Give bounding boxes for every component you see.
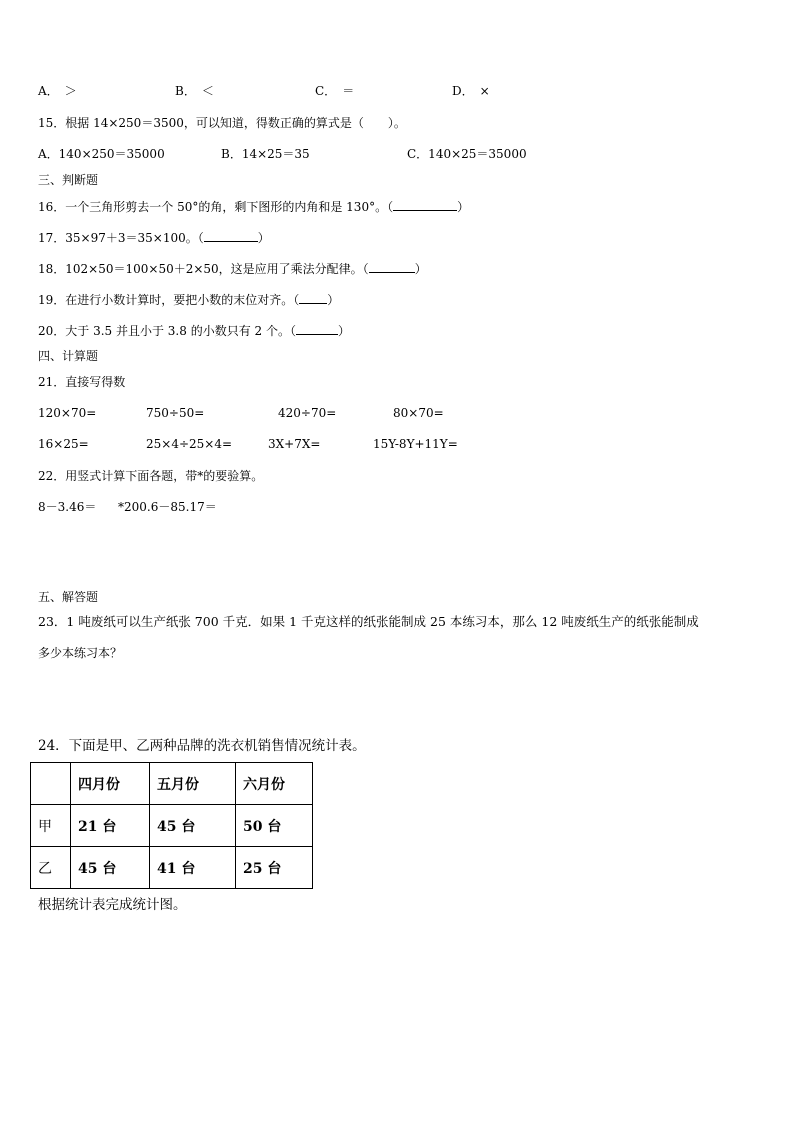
q15-option-a: A．140×250＝35000 [38, 147, 165, 161]
q22-title: 22．用竖式计算下面各题，带*的要验算。 [38, 469, 264, 483]
q15-stem: 15．根据 14×250＝3500，可以知道，得数正确的算式是（ ）。 [38, 116, 406, 130]
table-header: 六月份 [236, 763, 313, 805]
question-text: 16．一个三角形剪去一个 50°的角，剩下图形的内角和是 130°。（ [38, 200, 394, 214]
q14-option-a [38, 83, 77, 99]
table-row [31, 847, 313, 889]
table-cell: 45 台 [71, 847, 150, 889]
option-text: × [479, 84, 490, 98]
q14-option-d [452, 83, 490, 99]
section-heading: 三、判断题 [38, 173, 99, 187]
option-text: ＝ [342, 84, 355, 98]
question-20 [38, 322, 350, 339]
table-cell: 21 台 [71, 805, 150, 847]
calc-item: 3X+7X= [268, 437, 321, 451]
q14-option-b [175, 83, 214, 99]
table-cell: 41 台 [150, 847, 236, 889]
q24-footer: 根据统计表完成统计图。 [38, 897, 187, 913]
row-label: 甲 [31, 805, 71, 847]
answer-blank[interactable] [369, 260, 415, 273]
section-heading: 四、计算题 [38, 349, 99, 363]
q15-option-c: C．140×25＝35000 [407, 147, 527, 161]
calc-item: 16×25= [38, 437, 89, 451]
option-letter: A． [38, 84, 59, 98]
question-text-end: ） [337, 324, 350, 338]
vertical-calc-item: *200.6－85.17＝ [118, 500, 217, 514]
section-heading: 五、解答题 [38, 590, 99, 604]
question-text: 20．大于 3.5 并且小于 3.8 的小数只有 2 个。（ [38, 324, 296, 338]
answer-blank[interactable] [204, 229, 258, 242]
option-text: ＞ [64, 84, 77, 98]
option-letter: D． [452, 84, 474, 98]
question-16 [38, 198, 469, 215]
table-header: 四月份 [71, 763, 150, 805]
answer-blank[interactable] [393, 198, 457, 211]
answer-blank[interactable] [296, 322, 338, 335]
q15-option-b: B．14×25＝35 [221, 147, 310, 161]
question-text: 17．35×97＋3＝35×100。（ [38, 231, 204, 245]
q14-option-c [315, 83, 354, 99]
calc-item: 120×70= [38, 406, 97, 420]
row-label: 乙 [31, 847, 71, 889]
table-header: 五月份 [150, 763, 236, 805]
q24-title: 24．下面是甲、乙两种品牌的洗衣机销售情况统计表。 [38, 738, 366, 754]
question-19 [38, 291, 339, 308]
option-text: ＜ [201, 84, 214, 98]
calc-item: 15Y-8Y+11Y= [373, 437, 458, 451]
q23-line1: 23．1 吨废纸可以生产纸张 700 千克．如果 1 千克这样的纸张能制成 25 本练习本，那么 12 吨废纸生产的纸张能制成 [38, 614, 699, 629]
table-cell: 45 台 [150, 805, 236, 847]
calc-item: 420÷70= [278, 406, 337, 420]
table-row [31, 805, 313, 847]
table-header-row [31, 763, 313, 805]
question-text: 18．102×50＝100×50＋2×50，这是应用了乘法分配律。（ [38, 262, 369, 276]
q21-title: 21．直接写得数 [38, 375, 126, 389]
table-cell: 50 台 [236, 805, 313, 847]
question-text: 19．在进行小数计算时，要把小数的末位对齐。（ [38, 293, 300, 307]
q23-line2: 多少本练习本？ [38, 646, 123, 660]
option-letter: B． [175, 84, 196, 98]
question-text-end: ） [257, 231, 270, 245]
question-text-end: ） [457, 200, 470, 214]
table-corner-cell [31, 763, 71, 805]
calc-item: 25×4÷25×4= [146, 437, 233, 451]
answer-blank[interactable] [299, 291, 327, 304]
option-letter: C． [315, 84, 337, 98]
table-cell: 25 台 [236, 847, 313, 889]
sales-table [30, 762, 313, 889]
question-text-end: ） [327, 293, 340, 307]
vertical-calc-item: 8－3.46＝ [38, 500, 97, 514]
question-text-end: ） [414, 262, 427, 276]
question-18 [38, 260, 427, 277]
calc-item: 750÷50= [146, 406, 205, 420]
calc-item: 80×70= [393, 406, 444, 420]
question-17 [38, 229, 270, 246]
